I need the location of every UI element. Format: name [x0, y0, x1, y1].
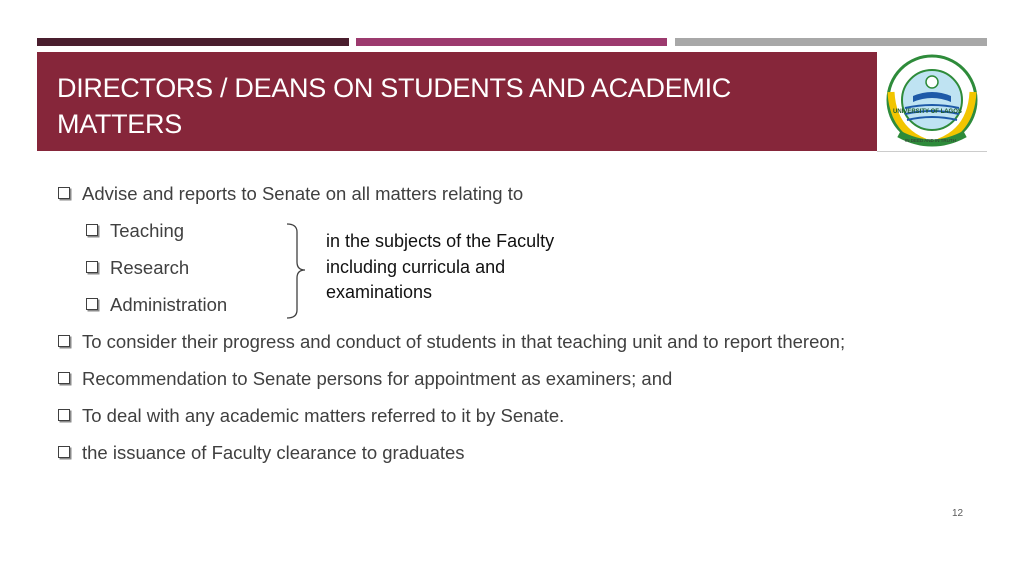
page-number: 12: [952, 508, 964, 519]
right-brace-icon: [285, 222, 305, 320]
logo-motto: IN DEED AND IN TRUTH: [905, 138, 956, 143]
checkbox-bullet-icon: [58, 372, 70, 384]
bullet-text: Teaching: [110, 220, 185, 241]
checkbox-bullet-icon: [58, 335, 70, 347]
bullet-text: Administration: [110, 294, 228, 315]
university-logo: [877, 52, 987, 152]
sub-list-item: [86, 220, 184, 242]
brace-note: in the subjects of the Faculty including curricula and examinations: [326, 231, 555, 302]
bullet-text: the issuance of Faculty clearance to graduates: [82, 442, 465, 463]
sub-list-item: [86, 257, 189, 279]
list-item: [58, 405, 564, 427]
accent-bar-magenta: [356, 38, 667, 46]
slide-title: DIRECTORS / DEANS ON STUDENTS AND ACADEMIC MATTERS: [57, 73, 732, 139]
list-item: [58, 183, 523, 205]
university-crest-icon: [877, 52, 987, 151]
accent-bar-dark: [37, 38, 349, 46]
checkbox-bullet-icon: [86, 298, 98, 310]
bullet-text: To deal with any academic matters referred to it by Senate.: [82, 405, 565, 426]
checkbox-bullet-icon: [86, 261, 98, 273]
accent-bar-gray: [675, 38, 987, 46]
list-item: [58, 442, 465, 464]
bullet-text: Research: [110, 257, 190, 278]
logo-arc-text: UNIVERSITY OF LAGOS: [893, 109, 962, 115]
bullet-text: Advise and reports to Senate on all matters relating to: [82, 183, 524, 204]
bullet-text: To consider their progress and conduct of students in that teaching unit and to report thereon;: [82, 331, 846, 352]
title-banner: [37, 52, 877, 151]
checkbox-bullet-icon: [86, 224, 98, 236]
bullet-text: Recommendation to Senate persons for appointment as examiners; and: [82, 368, 673, 389]
list-item: [58, 368, 672, 390]
sub-list-item: [86, 294, 227, 316]
checkbox-bullet-icon: [58, 446, 70, 458]
list-item: [58, 331, 845, 353]
checkbox-bullet-icon: [58, 409, 70, 421]
checkbox-bullet-icon: [58, 187, 70, 199]
